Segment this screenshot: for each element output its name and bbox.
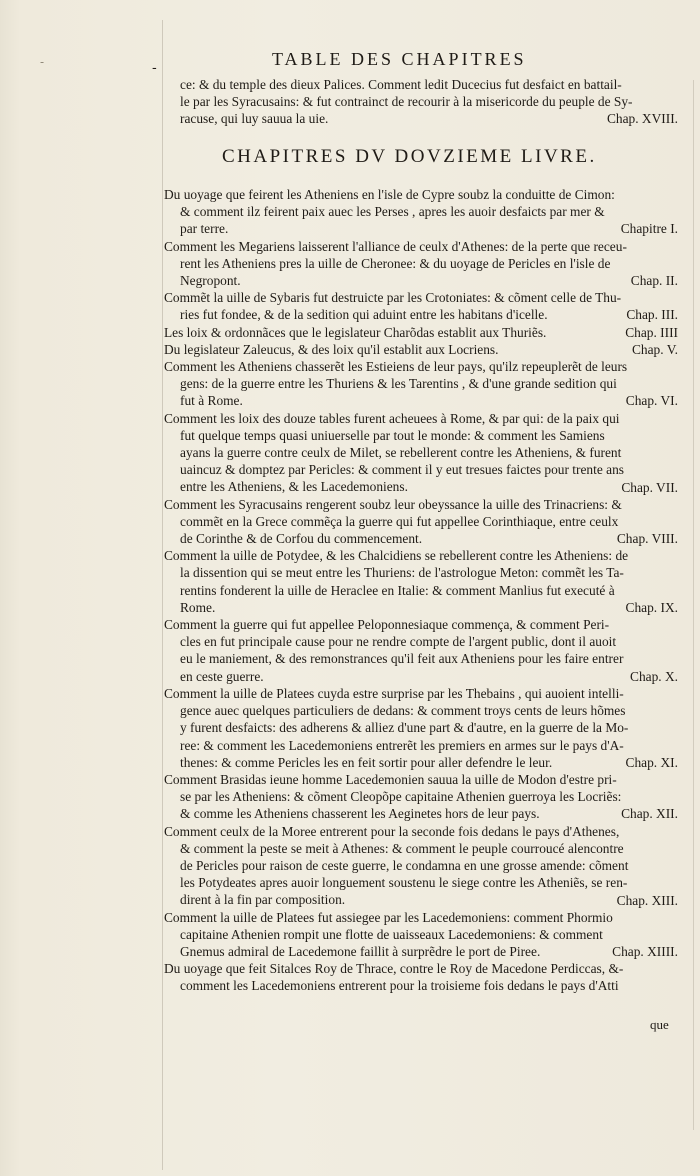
entry-line: rentins fonderent la uille de Heraclee en Italie: & comment Manlius fut executé à: [180, 582, 615, 598]
chapter-ref: Chap. VII.: [621, 479, 678, 495]
chapter-ref: Chap. VI.: [625, 393, 678, 409]
header-dash: -: [152, 60, 157, 76]
intro-line: ce: & du temple des dieux Palices. Comment ledit Ducecius fut desfaict en battail-: [180, 77, 622, 92]
entry-line: Comment la uille de Potydee, & les Chalcidiens se rebellerent contre les Atheniens: de: [164, 548, 629, 564]
chapter-ref: Chap. II.: [630, 272, 678, 288]
entry-line: uaincuz & domptez par Pericles: & comment il y eut tresues faictes pour trente ans: [180, 462, 624, 478]
entry-line: rent les Atheniens pres la uille de Cheronee: & du uoyage de Pericles en l'isle de: [180, 255, 611, 271]
chapter-ref: Chap. IX.: [625, 600, 678, 616]
entry-line: Du uoyage que feirent les Atheniens en l'isle de Cypre soubz la conduitte de Cimon:: [164, 187, 615, 202]
intro-entry: [180, 76, 680, 128]
entry-line: & comment la peste se meit à Athenes: & comment le peuple courroucé alencontre: [180, 840, 624, 856]
chapter-ref: Chap. V.: [631, 341, 678, 357]
entry-line: Comment Brasidas ieune homme Lacedemonien sauua la uille de Modon d'estre pri-: [164, 771, 617, 787]
toc-entry: [164, 238, 680, 290]
entry-line: gence auec quelques particuliers de dedans: & comment troys cents de leurs hõmes: [180, 703, 626, 719]
entry-line: fut quelque temps quasi uniuerselle par tout le monde: & comment les Samiens: [180, 427, 605, 443]
chapter-ref: Chap. XII.: [621, 805, 678, 821]
entry-line: Du legislateur Zaleucus, & des loix qu'il establit aux Locriens.: [164, 341, 499, 357]
entry-line: Comment les Syracusains rengerent soubz leur obeyssance la uille des Trinacriens: &: [164, 496, 622, 512]
entry-line: fut à Rome.: [180, 393, 243, 409]
chapter-ref: Chap. X.: [630, 669, 678, 685]
chapter-ref: Chap. IIII: [625, 324, 678, 340]
entry-line: Comment ceulx de la Moree entrerent pour la seconde fois dedans le pays d'Athenes,: [164, 823, 620, 839]
entry-line: y furent desfaicts: des adherens & alliez d'une part & d'autre, en la guerre de la Mo-: [180, 720, 629, 736]
toc-entry: [164, 324, 680, 341]
toc-entry: [164, 823, 680, 909]
toc-entry: [164, 960, 680, 994]
entry-line: gens: de la guerre entre les Thuriens & les Tarentins , & d'une grande sedition qui: [180, 376, 617, 392]
entry-line: comment les Lacedemoniens entrerent pour la troisieme fois dedans le pays d'Atti: [180, 978, 619, 994]
entry-line: capitaine Athenien rompit une flotte de uaisseaux Lacedemoniens: & comment: [180, 926, 603, 942]
entry-line: commẽt en la Grece commẽça la guerre qui fut appellee Corinthiaque, entre ceulx: [180, 513, 619, 529]
running-head-title: TABLE DES CHAPITRES: [272, 49, 527, 69]
page-edge-line: [693, 80, 694, 1130]
entry-line: dirent à la fin par composition.: [180, 892, 346, 908]
page-fold-line: [162, 20, 163, 1170]
entry-line: la dissention qui se meut entre les Thuriens: de l'astrologue Meton: commẽt les Ta-: [180, 565, 624, 581]
toc-entry: [164, 186, 680, 238]
entry-line: ries fut fondee, & de la sedition qui aduint entre les habitans d'icelle.: [180, 307, 548, 323]
entry-line: de Pericles pour raison de ceste guerre, le condamna en une grosse amende: cõment: [180, 857, 629, 873]
entry-line: ayans la guerre contre ceulx de Milet, se rebellerent contre les Atheniens, & furent: [180, 445, 622, 461]
entry-line: Rome.: [180, 599, 216, 615]
chapter-ref: Chap. XVIII.: [606, 111, 678, 126]
toc-entry: [164, 358, 680, 410]
toc-entry: [164, 909, 680, 961]
toc-entry: [164, 616, 680, 685]
chapter-ref: Chap. VIII.: [616, 530, 678, 546]
intro-line: le par les Syracusains: & fut contrainct de recourir à la misericorde du peuple de Sy-: [180, 94, 633, 110]
entry-line: Commẽt la uille de Sybaris fut destruicte par les Crotoniates: & cõment celle de Thu-: [164, 290, 622, 306]
intro-line: racuse, qui luy sauua la uie.: [180, 111, 329, 127]
entry-line: Les loix & ordonnãces que le legislateur Charõdas establit aux Thuriẽs.: [164, 324, 547, 340]
chapter-ref: Chap. XIII.: [616, 892, 678, 908]
entry-line: Gnemus admiral de Lacedemone faillit à surprẽdre le port de Piree.: [180, 943, 541, 959]
toc-entries: [164, 186, 680, 995]
margin-mark: -: [40, 55, 45, 69]
toc-entry: [164, 289, 680, 323]
chapter-ref: Chap. III.: [626, 307, 678, 323]
section-title: CHAPITRES DV DOVZIEME LIVRE.: [222, 146, 597, 167]
toc-entry: [164, 685, 680, 771]
entry-line: entre les Atheniens, & les Lacedemoniens.: [180, 479, 408, 495]
entry-line: se par les Atheniens: & cõment Cleopõpe capitaine Athenien guerroya les Locriẽs:: [180, 789, 622, 805]
entry-line: Negropont.: [180, 273, 241, 289]
entry-line: Comment les Atheniens chasserẽt les Estieiens de leur pays, qu'ilz repeuplerẽt de leurs: [164, 359, 628, 375]
entry-line: par terre.: [180, 221, 229, 237]
toc-entry: [164, 496, 680, 548]
catchword: que: [650, 1017, 669, 1032]
entry-line: & comment ilz feirent paix auec les Perses , apres les auoir desfaicts par mer &: [180, 204, 605, 220]
entry-line: Du uoyage que feit Sitalces Roy de Thrace, contre le Roy de Macedone Perdiccas, &-: [164, 961, 624, 977]
entry-line: Comment les Megariens laisserent l'alliance de ceulx d'Athenes: de la perte que receu-: [164, 238, 627, 254]
entry-line: & comme les Atheniens chasserent les Aeginetes hors de leur pays.: [180, 806, 540, 822]
chapter-ref: Chap. XI.: [625, 754, 678, 770]
entry-line: Comment les loix des douze tables furent acheuees à Rome, & par qui: de la paix qui: [164, 410, 620, 426]
toc-entry: [164, 771, 680, 823]
entry-line: de Corinthe & de Corfou du commencement.: [180, 531, 423, 547]
entry-line: Comment la uille de Platees cuyda estre surprise par les Thebains , qui auoient intelli-: [164, 685, 624, 701]
chapter-ref: Chapitre I.: [620, 221, 678, 236]
chapter-ref: Chap. XIIII.: [612, 943, 678, 959]
entry-line: cles en fut principale cause pour ne rendre compte de l'argent public, dont il auoit: [180, 634, 617, 650]
entry-line: les Potydeates apres auoir longuement soustenu le siege contre les Atheniẽs, se ren-: [180, 875, 628, 891]
entry-line: Comment la uille de Platees fut assiegee par les Lacedemoniens: comment Phormio: [164, 909, 613, 925]
toc-entry: [164, 341, 680, 358]
entry-line: ree: & comment les Lacedemoniens entrerẽt les premiers en armes sur le pays d'A-: [180, 737, 624, 753]
entry-line: en ceste guerre.: [180, 668, 264, 684]
toc-entry: [164, 410, 680, 496]
entry-line: eu le maniement, & des remonstrances qu'il feit aux Atheniens pour les faire entrer: [180, 651, 624, 667]
toc-entry: [164, 547, 680, 616]
entry-line: Comment la guerre qui fut appellee Peloponnesiaque commença, & comment Peri-: [164, 617, 610, 633]
entry-line: thenes: & comme Pericles les en feit sortir pour aller defendre le leur.: [180, 754, 553, 770]
